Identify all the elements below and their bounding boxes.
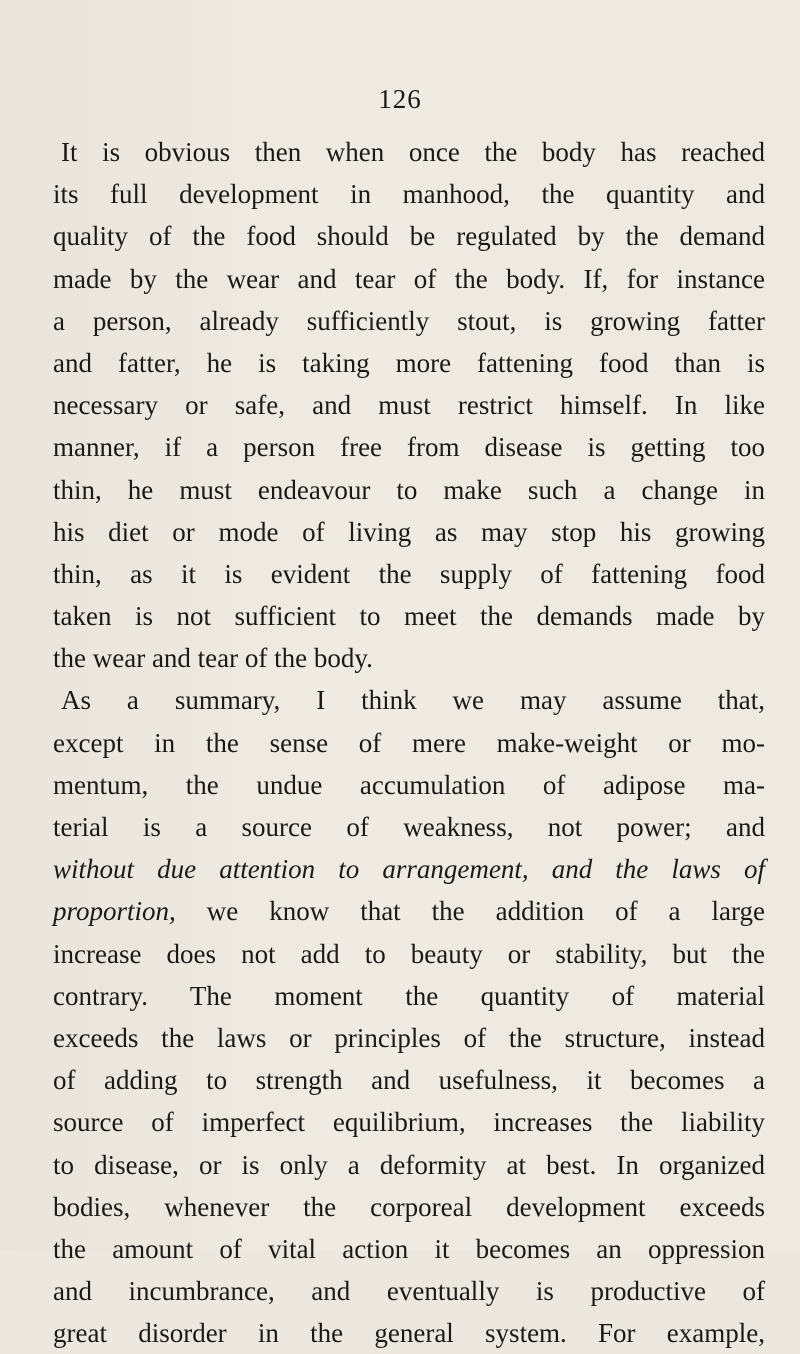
text-line: thin, as it is evident the supply of fattening food (53, 558, 765, 589)
text-line: except in the sense of mere make-weight or mo- (53, 727, 765, 758)
text-line: the amount of vital action it becomes an oppression (53, 1233, 765, 1264)
text-line: of adding to strength and usefulness, it becomes a (53, 1065, 765, 1096)
text-line: and fatter, he is taking more fattening food than is (53, 347, 765, 378)
text-line: source of imperfect equilibrium, increases the liability (53, 1107, 765, 1138)
text-line: made by the wear and tear of the body. If, for instance (53, 263, 765, 294)
text-line: and incumbrance, and eventually is productive of (53, 1276, 765, 1307)
text-line: a person, already sufficiently stout, is growing fatter (53, 305, 765, 336)
text-line: taken is not sufficient to meet the demands made by (53, 601, 765, 632)
text-line: terial is a source of weakness, not power; and (53, 812, 765, 842)
text-line: thin, he must endeavour to make such a change in (53, 474, 765, 505)
text-run: we know that the addition of a large (175, 896, 765, 927)
text-line: It is obvious then when once the body has reached (61, 137, 765, 167)
text-line: the wear and tear of the body. (53, 643, 373, 674)
text-line-mixed (53, 890, 765, 932)
text-line: bodies, whenever the corporeal development exceeds (53, 1191, 765, 1222)
text-line: quality of the food should be regulated by the demand (53, 221, 765, 252)
text-line: necessary or safe, and must restrict himself. In like (53, 390, 765, 421)
text-line: As a summary, I think we may assume that, (61, 685, 765, 716)
text-line: contrary. The moment the quantity of material (53, 980, 765, 1011)
text-line: exceeds the laws or principles of the structure, instead (53, 1022, 765, 1053)
text-line: to disease, or is only a deformity at best. In organized (53, 1149, 765, 1180)
page-number: 126 (378, 84, 422, 114)
text-line: great disorder in the general system. For example, (53, 1318, 765, 1349)
body-text (53, 131, 765, 1354)
text-line: its full development in manhood, the quantity and (53, 179, 765, 210)
text-line-italic (53, 848, 765, 890)
italic-phrase: without due attention to arrangement, and the laws of (53, 854, 765, 885)
text-line: increase does not add to beauty or stability, but the (53, 938, 765, 969)
text-line: manner, if a person free from disease is getting too (53, 432, 765, 463)
text-line: mentum, the undue accumulation of adipose ma- (53, 769, 765, 800)
italic-phrase: proportion, (53, 896, 176, 927)
text-line: his diet or mode of living as may stop his growing (53, 516, 765, 547)
